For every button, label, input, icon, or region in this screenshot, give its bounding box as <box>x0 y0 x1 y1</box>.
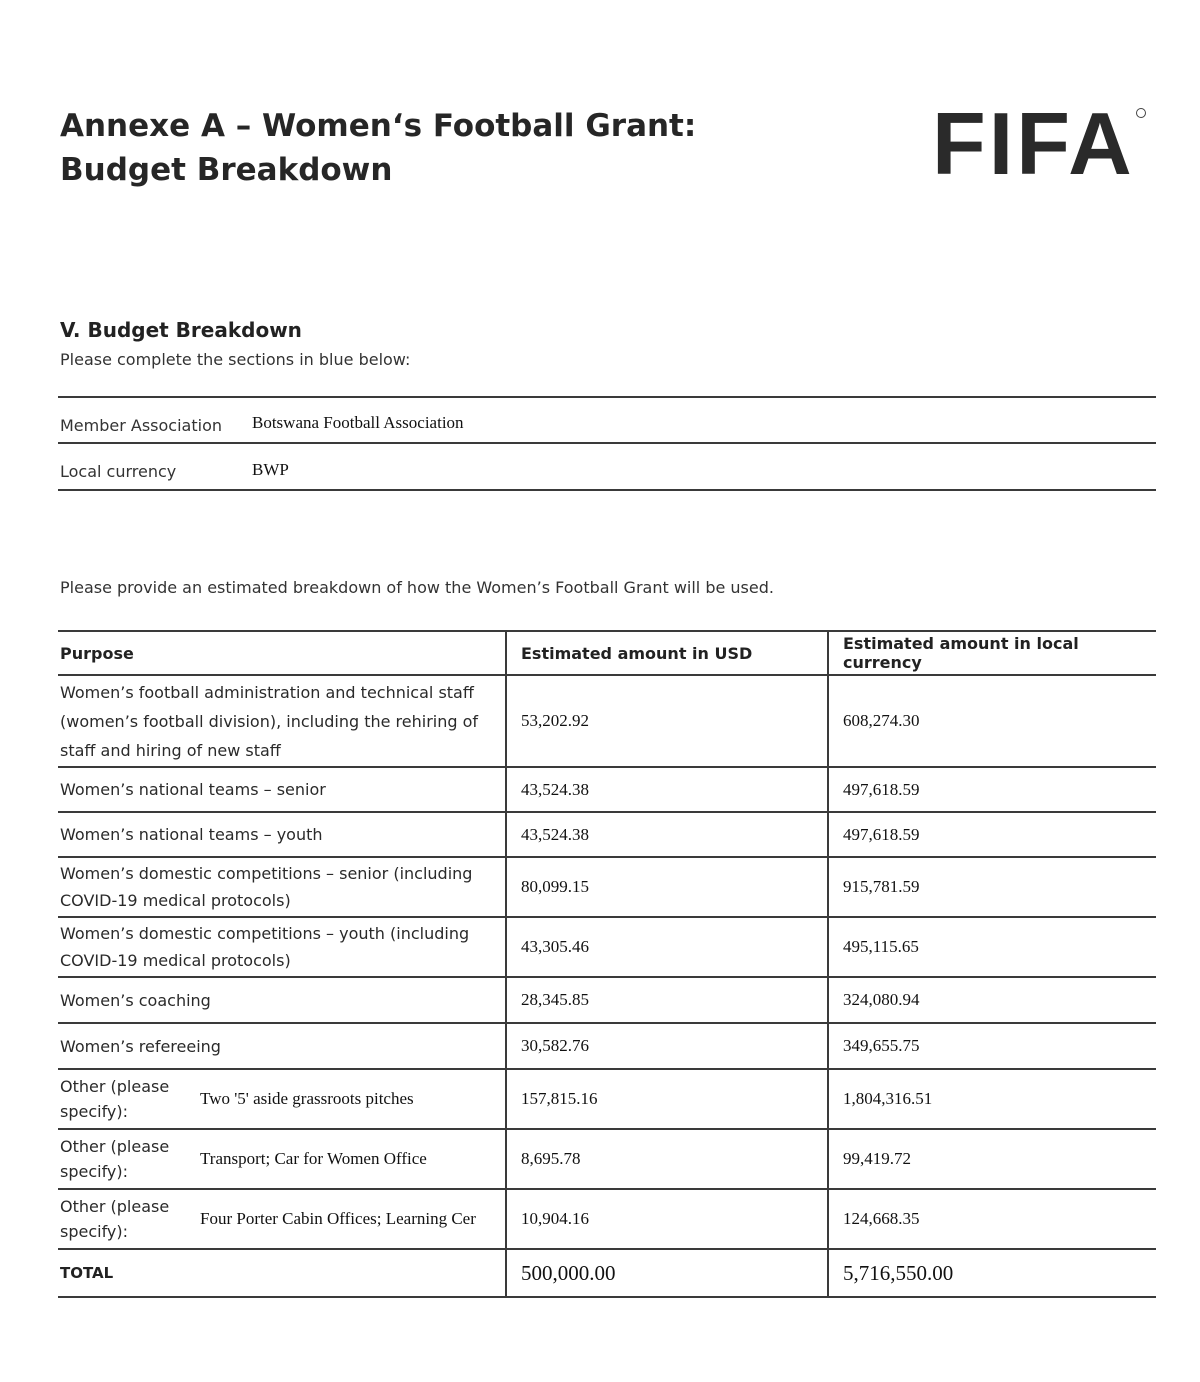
header-usd: Estimated amount in USD <box>506 631 828 675</box>
divider <box>58 442 1156 444</box>
breakdown-prompt: Please provide an estimated breakdown of how the Women’s Football Grant will be used. <box>60 578 774 597</box>
other-row-cell <box>58 1129 506 1189</box>
row-purpose: Women’s national teams – senior <box>58 767 506 812</box>
table-row <box>58 977 1156 1023</box>
divider <box>58 489 1156 491</box>
section-instruction: Please complete the sections in blue below: <box>60 350 411 369</box>
table-row <box>58 1069 1156 1129</box>
table-row <box>58 917 1156 977</box>
header-purpose: Purpose <box>58 631 506 675</box>
other-row-cell <box>58 1189 506 1249</box>
page-title <box>60 104 696 192</box>
table-row <box>58 675 1156 767</box>
row-purpose: Women’s refereeing <box>58 1023 506 1069</box>
budget-table <box>58 630 1156 1298</box>
row-purpose: Women’s national teams – youth <box>58 812 506 857</box>
table-header-row <box>58 631 1156 675</box>
table-row <box>58 1023 1156 1069</box>
row-usd-input[interactable]: 53,202.92 <box>506 675 828 767</box>
row-usd-input[interactable]: 30,582.76 <box>506 1023 828 1069</box>
total-usd: 500,000.00 <box>506 1249 828 1297</box>
other-specify-input[interactable]: Four Porter Cabin Offices; Learning Cer <box>200 1209 476 1228</box>
row-local-input[interactable]: 608,274.30 <box>828 675 1156 767</box>
header-local: Estimated amount in local currency <box>828 631 1156 675</box>
member-association-field[interactable]: Botswana Football Association <box>252 413 464 432</box>
row-usd-input[interactable]: 28,345.85 <box>506 977 828 1023</box>
section-title: V. Budget Breakdown <box>60 318 302 342</box>
row-local-input[interactable]: 349,655.75 <box>828 1023 1156 1069</box>
local-currency-label: Local currency <box>60 462 177 481</box>
row-usd-input[interactable]: 157,815.16 <box>506 1069 828 1129</box>
table-row <box>58 1189 1156 1249</box>
row-local-input[interactable]: 915,781.59 <box>828 857 1156 917</box>
local-currency-field[interactable]: BWP <box>252 460 289 479</box>
row-purpose: Women’s domestic competitions – senior (including COVID-19 medical protocols) <box>58 857 506 917</box>
row-local-input[interactable]: 1,804,316.51 <box>828 1069 1156 1129</box>
total-local: 5,716,550.00 <box>828 1249 1156 1297</box>
row-local-input[interactable]: 324,080.94 <box>828 977 1156 1023</box>
other-label: Other (please specify): <box>60 1077 170 1121</box>
fifa-logo: FIFA <box>932 94 1135 193</box>
title-line-2: Budget Breakdown <box>60 152 393 188</box>
row-purpose: Women’s coaching <box>58 977 506 1023</box>
other-row-cell <box>58 1069 506 1129</box>
row-usd-input[interactable]: 43,524.38 <box>506 767 828 812</box>
other-specify-input[interactable]: Two '5' aside grassroots pitches <box>200 1089 414 1108</box>
row-purpose: Women’s football administration and technical staff (women’s football division), including the rehiring of staff and hiring of new staff <box>58 675 506 767</box>
other-specify-input[interactable]: Transport; Car for Women Office <box>200 1149 427 1168</box>
other-label: Other (please specify): <box>60 1137 170 1181</box>
title-line-1: Annexe A – Women‘s Football Grant: <box>60 108 697 144</box>
row-usd-input[interactable]: 8,695.78 <box>506 1129 828 1189</box>
total-row <box>58 1249 1156 1297</box>
total-label: TOTAL <box>58 1249 506 1297</box>
row-local-input[interactable]: 495,115.65 <box>828 917 1156 977</box>
row-usd-input[interactable]: 80,099.15 <box>506 857 828 917</box>
divider <box>58 396 1156 398</box>
row-usd-input[interactable]: 10,904.16 <box>506 1189 828 1249</box>
registered-mark-icon <box>1136 108 1146 118</box>
table-row <box>58 812 1156 857</box>
member-association-label: Member Association <box>60 416 222 435</box>
table-row <box>58 1129 1156 1189</box>
row-purpose: Women’s domestic competitions – youth (including COVID-19 medical protocols) <box>58 917 506 977</box>
row-local-input[interactable]: 497,618.59 <box>828 812 1156 857</box>
row-usd-input[interactable]: 43,524.38 <box>506 812 828 857</box>
table-row <box>58 857 1156 917</box>
row-usd-input[interactable]: 43,305.46 <box>506 917 828 977</box>
row-local-input[interactable]: 99,419.72 <box>828 1129 1156 1189</box>
row-local-input[interactable]: 497,618.59 <box>828 767 1156 812</box>
other-label: Other (please specify): <box>60 1197 170 1241</box>
table-row <box>58 767 1156 812</box>
row-local-input[interactable]: 124,668.35 <box>828 1189 1156 1249</box>
